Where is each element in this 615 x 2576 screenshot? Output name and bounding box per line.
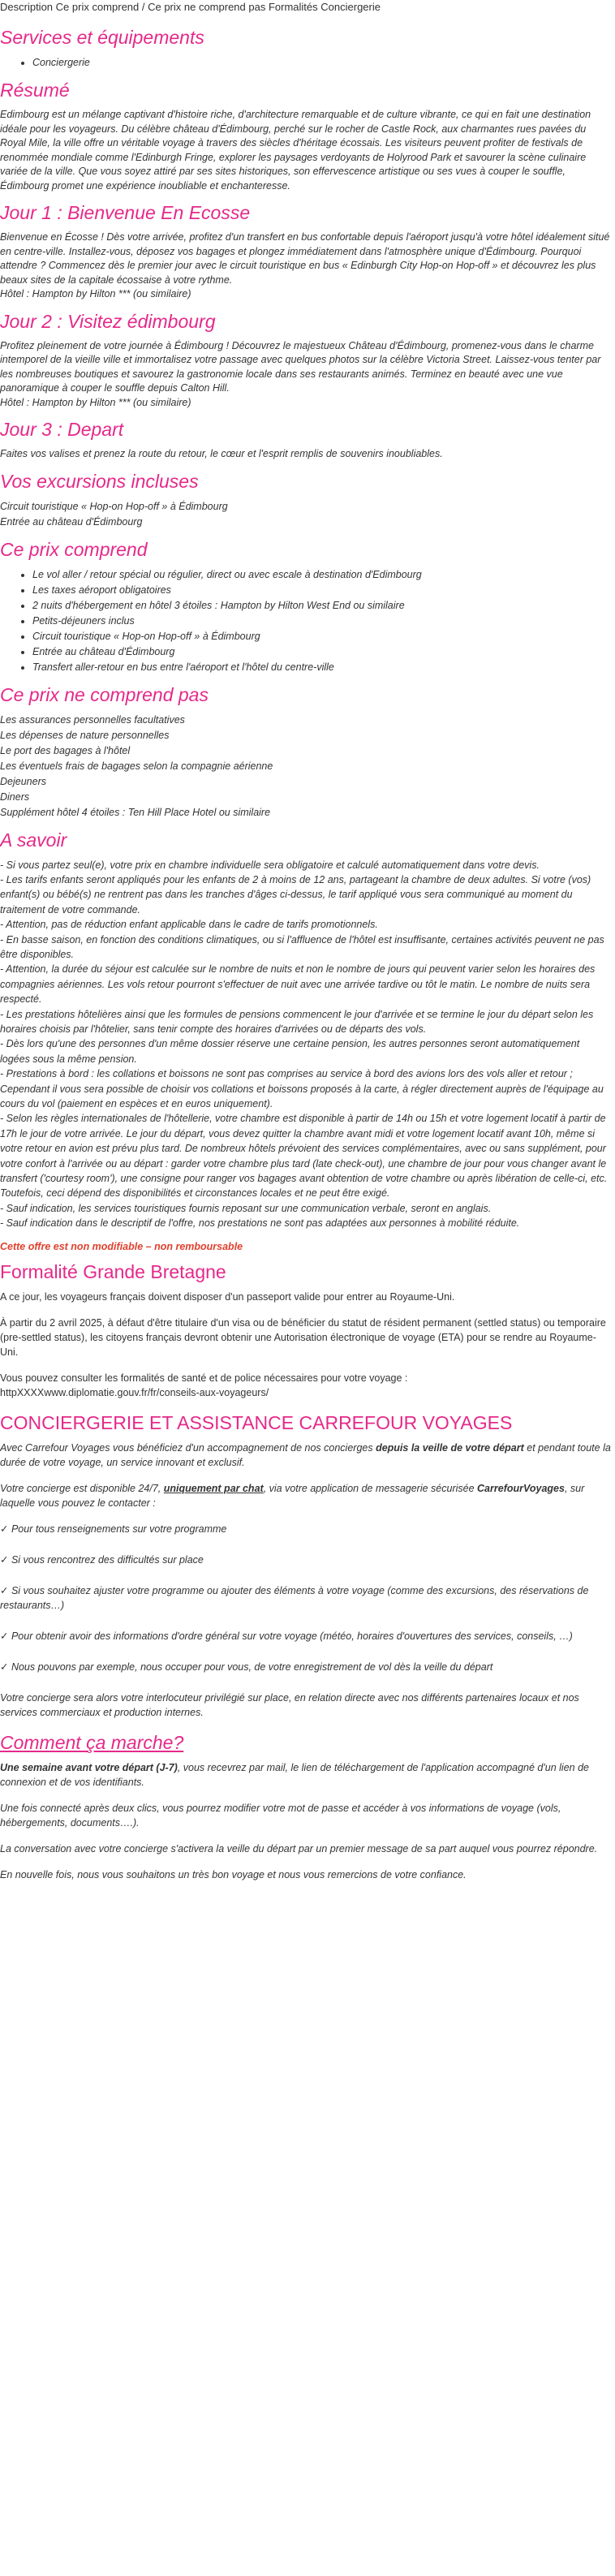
list-item: Diners — [0, 790, 30, 803]
comprend-list — [0, 567, 612, 675]
non-refundable-warning: Cette offre est non modifiable – non remboursable — [0, 1240, 243, 1252]
comment-p1-bold: Une semaine avant votre départ (J-7) — [0, 1761, 178, 1773]
list-item: - Attention, la durée du séjour est calculée sur le nombre de nuits et non le nombre de jours qui peuvent varier selon les horaires des compagnies aériennes. Les vols retour pourront s'effectuer de nuit avec une arrivée tardive ou tôt le matin. Le nombre de nuits sera respecté. — [0, 963, 596, 1006]
formalite-p3 — [0, 1371, 612, 1400]
list-item: • Le vol aller / retour spécial ou régulier, direct ou avec escale à destination d'Edimbourg — [32, 567, 612, 583]
conciergerie-p1-start: Avec Carrefour Voyages vous bénéficiez d'un accompagnement de nos concierges — [0, 1441, 376, 1454]
resume-text: Edimbourg est un mélange captivant d'histoire riche, d'architecture remarquable et de culture vibrante, ce qui en fait une destination idéale pour les voyageurs. Du célèbre château d'Édimbourg, perché sur le rocher de Castle Rock, aux charmantes rues pavées du Royal Mile, la ville offre un véritable voyage à travers des siècles d'héritage écossais. Les visiteurs peuvent profiter de festivals de renommée mondiale comme l'Edinburgh Fringe, explorer les paysages verdoyants de Holyrood Park et savourer la scène culinaire variée de la ville. Que vous soyez attiré par ses sites historiques, son effervescence artistique ou ses vues à couper le souffle, Édimbourg promet une expérience inoubliable et enchanteresse. — [0, 109, 591, 192]
excursions-list — [0, 499, 612, 530]
day3-text: Faites vos valises et prenez la route du retour, le cœur et l'esprit remplis de souvenirs inoubliables. — [0, 448, 443, 459]
formalite-p3-text: Vous pouvez consulter les formalités de santé et de police nécessaires pour votre voyage : — [0, 1372, 408, 1384]
comment-p1 — [0, 1760, 612, 1790]
check-item: ✓ Pour obtenir avoir des informations d'ordre général sur votre voyage (météo, horaires d'ouvertures des services, conseils, …) — [0, 1630, 573, 1642]
comment-p1-end: , vous recevrez par mail, le lien de téléchargement de l'application accompagné d'un lien de connexion et de vos identifiants. — [0, 1761, 589, 1788]
conciergerie-p3: Votre concierge sera alors votre interlocuteur privilégié sur place, en relation directe avec nos différents partenaires locaux et nos services commerciaux et production internes. — [0, 1691, 579, 1718]
tab-prix[interactable]: Ce prix comprend / Ce prix ne comprend pas — [55, 1, 266, 13]
ne-comprend-list — [0, 713, 612, 821]
list-item: - Sauf indication, les services touristiques fournis reposant sur une communication verbale, seront en anglais. — [0, 1202, 492, 1214]
tab-formalites[interactable]: Formalités — [268, 1, 318, 13]
comment-title: Comment ça marche? — [0, 1731, 184, 1753]
list-item: - Prestations à bord : les collations et boissons ne sont pas comprises au service à bord des avions lors des vols aller et retour ; Cependant il vous sera possible de choisir vos collations et boissons proposés à la carte, à régler directement auprès de l'équipage au cours du vol (paiement en espèces et en euros uniquement). — [0, 1068, 604, 1109]
services-title: Services et équipements — [0, 27, 204, 48]
check-item: ✓ Nous pouvons par exemple, nous occuper pour vous, de votre enregistrement de vol dès la veille du départ — [0, 1661, 493, 1673]
conciergerie-p2-end: , sur laquelle vous pouvez le contacter : — [0, 1482, 585, 1509]
list-item: - Selon les règles internationales de l'hôtellerie, votre chambre est disponible à partir de 14h ou 15h et votre logement locatif à partir de 17h le jour de votre arrivée. Le jour du départ, vous devez quitter la chambre avant midi et votre logement locatif avant 10h, même si votre retour en avion est prévu plus tard. De nombreux hôtels prévoient des services complémentaires, avec ou sans supplément, pour votre confort à l'arrivée ou au départ : garder votre chambre plus tard (late check-out), une chambre de jour pour vous changer avant le transfert ('courtesy room'), une consigne pour ranger vos bagages avant obtention de votre chambre ou après libération de celle-ci, etc. Toutefois, ceci dépend des disponibilités et circonstances locales et ne peut être exigé. — [0, 1113, 608, 1200]
conciergerie-p2-mid: , via votre application de messagerie sécurisée — [263, 1482, 478, 1494]
list-item: Circuit touristique « Hop-on Hop-off » à Édimbourg — [0, 500, 228, 512]
day2-title: Jour 2 : Visitez édimbourg — [0, 310, 216, 332]
tab-conciergerie[interactable]: Conciergerie — [320, 1, 381, 13]
list-item: Les éventuels frais de bagages selon la compagnie aérienne — [0, 760, 273, 772]
comprend-title: Ce prix comprend — [0, 538, 148, 560]
conciergerie-p1 — [0, 1441, 612, 1470]
check-item: ✓ Si vous rencontrez des difficultés sur place — [0, 1553, 204, 1566]
day2-text — [0, 339, 612, 411]
chat-only-text: uniquement par chat — [163, 1482, 264, 1494]
list-item: • Transfert aller-retour en bus entre l'aéroport et l'hôtel du centre-ville — [32, 660, 612, 675]
list-item: • Circuit touristique « Hop-on Hop-off » à Édimbourg — [32, 629, 612, 644]
list-item: • Petits-déjeuners inclus — [32, 614, 612, 629]
conciergerie-p1-end: et pendant toute la durée de votre voyage, un service innovant et exclusif. — [0, 1441, 611, 1468]
day2-hotel: Hôtel : Hampton by Hilton *** (ou similaire) — [0, 396, 191, 408]
comment-p3: La conversation avec votre concierge s'activera la veille du départ par un premier message de sa part auquel vous pourrez répondre. — [0, 1842, 598, 1854]
list-item: Le port des bagages à l'hôtel — [0, 744, 131, 756]
day1-title: Jour 1 : Bienvenue En Ecosse — [0, 202, 251, 223]
conciergerie-p2-start: Votre concierge est disponible 24/7, — [0, 1482, 164, 1494]
list-item: • Les taxes aéroport obligatoires — [32, 583, 612, 598]
savoir-title: A savoir — [0, 829, 67, 851]
day2-body: Profitez pleinement de votre journée à Édimbourg ! Découvrez le majestueux Château d'Édimbourg, promenez-vous dans le charme intemporel de la vieille ville et immortalisez votre passage avec quelques photos sur la célèbre Victoria Street. Laissez-vous tenter par les nombreuses boutiques et savourez la gastronomie locale dans ses restaurants animés. Terminez en beauté avec une vue panoramique à couper le souffle depuis Calton Hill. — [0, 339, 601, 394]
list-item: - Les tarifs enfants seront appliqués pour les enfants de 2 à moins de 12 ans, partageant la chambre de deux adultes. Si votre (vos) enfant(s) ou bébé(s) ne rentrent pas dans les tranches d'âges ci-dessus, le tarif appliqué vous sera communiqué au moment du traitement de votre commande. — [0, 873, 591, 915]
list-item: Entrée au château d'Édimbourg — [0, 515, 143, 528]
app-name: CarrefourVoyages — [477, 1482, 565, 1494]
conciergerie-p2 — [0, 1481, 612, 1510]
day1-text — [0, 230, 612, 302]
savoir-list — [0, 858, 612, 1231]
list-item: - Sauf indication dans le descriptif de l'offre, nos prestations ne sont pas adaptées aux personnes à mobilité réduite. — [0, 1217, 520, 1230]
day3-title: Jour 3 : Depart — [0, 419, 124, 440]
list-item: Les assurances personnelles facultatives — [0, 713, 185, 726]
list-item: • Entrée au château d'Édimbourg — [32, 644, 612, 660]
day1-body: Bienvenue en Écosse ! Dès votre arrivée, profitez d'un transfert en bus confortable depuis l'aéroport jusqu'à votre hôtel idéalement situé en centre-ville. Installez-vous, déposez vos bagages et plongez immédiatement dans l'atmosphère unique d'Édimbourg. Pourquoi attendre ? Commencez dès le premier jour avec le circuit touristique en bus « Edinburgh City Hop-on Hop-off » et découvrez les plus beaux sites de la capitale écossaise à votre rythme. — [0, 231, 610, 286]
list-item: • Conciergerie — [32, 55, 612, 71]
day1-hotel: Hôtel : Hampton by Hilton *** (ou similaire) — [0, 288, 191, 299]
formalite-title: Formalité Grande Bretagne — [0, 1260, 226, 1282]
services-list — [0, 55, 612, 71]
comment-p4: En nouvelle fois, nous vous souhaitons un très bon voyage et nous vous remercions de votre confiance. — [0, 1868, 467, 1880]
conciergerie-p1-bold: depuis la veille de votre départ — [376, 1441, 524, 1454]
comment-p2: Une fois connecté après deux clics, vous pourrez modifier votre mot de passe et accéder à vos informations de voyage (vols, hébergements, documents….). — [0, 1802, 561, 1829]
list-item: - Attention, pas de réduction enfant applicable dans le cadre de tarifs promotionnels. — [0, 919, 378, 931]
conciergerie-title: CONCIERGERIE ET ASSISTANCE CARREFOUR VOYAGES — [0, 1411, 513, 1433]
list-item: • 2 nuits d'hébergement en hôtel 3 étoiles : Hampton by Hilton West End ou similaire — [32, 598, 612, 614]
tab-description[interactable]: Description — [0, 1, 54, 13]
check-item: ✓ Pour tous renseignements sur votre programme — [0, 1523, 227, 1535]
excursions-title: Vos excursions incluses — [0, 470, 199, 492]
list-item: Supplément hôtel 4 étoiles : Ten Hill Place Hotel ou similaire — [0, 806, 271, 818]
list-item: - En basse saison, en fonction des conditions climatiques, ou si l'affluence de l'hôtel est insuffisante, certaines activités peuvent ne pas être disponibles. — [0, 933, 604, 960]
list-item: Les dépenses de nature personnelles — [0, 729, 170, 741]
list-item: - Les prestations hôtelières ainsi que les formules de pensions commencent le jour d'arrivée et se termine le jour du départ selon les horaires choisis par l'hôtelier, sans tenir compte des horaires d'arrivées ou de départs des vols. — [0, 1008, 594, 1035]
ne-comprend-title: Ce prix ne comprend pas — [0, 683, 209, 705]
diplomatie-link[interactable]: httpXXXXwww.diplomatie.gouv.fr/fr/conseils-aux-voyageurs/ — [0, 1386, 269, 1398]
check-item: ✓ Si vous souhaitez ajuster votre programme ou ajouter des éléments à votre voyage (comme des excursions, des réservations de restaurants…) — [0, 1584, 589, 1611]
formalite-p1: A ce jour, les voyageurs français doivent disposer d'un passeport valide pour entrer au Royaume-Uni. — [0, 1290, 455, 1303]
list-item: Dejeuners — [0, 775, 46, 787]
resume-title: Résumé — [0, 80, 70, 101]
list-item: - Dès lors qu'une des personnes d'un même dossier réserve une certaine pension, les autres personnes seront automatiquement logées sous la même pension. — [0, 1038, 580, 1065]
tab-bar — [0, 0, 612, 18]
list-item: - Si vous partez seul(e), votre prix en chambre individuelle sera obligatoire et calculé automatiquement dans votre devis. — [0, 859, 540, 871]
formalite-p2: À partir du 2 avril 2025, à défaut d'être titulaire d'un visa ou de bénéficier du statut de résident permanent (settled status) ou temporaire (pre-settled status), les citoyens français devront obtenir une Autorisation électronique de voyage (ETA) pour se rendre au Royaume-Uni. — [0, 1316, 606, 1358]
